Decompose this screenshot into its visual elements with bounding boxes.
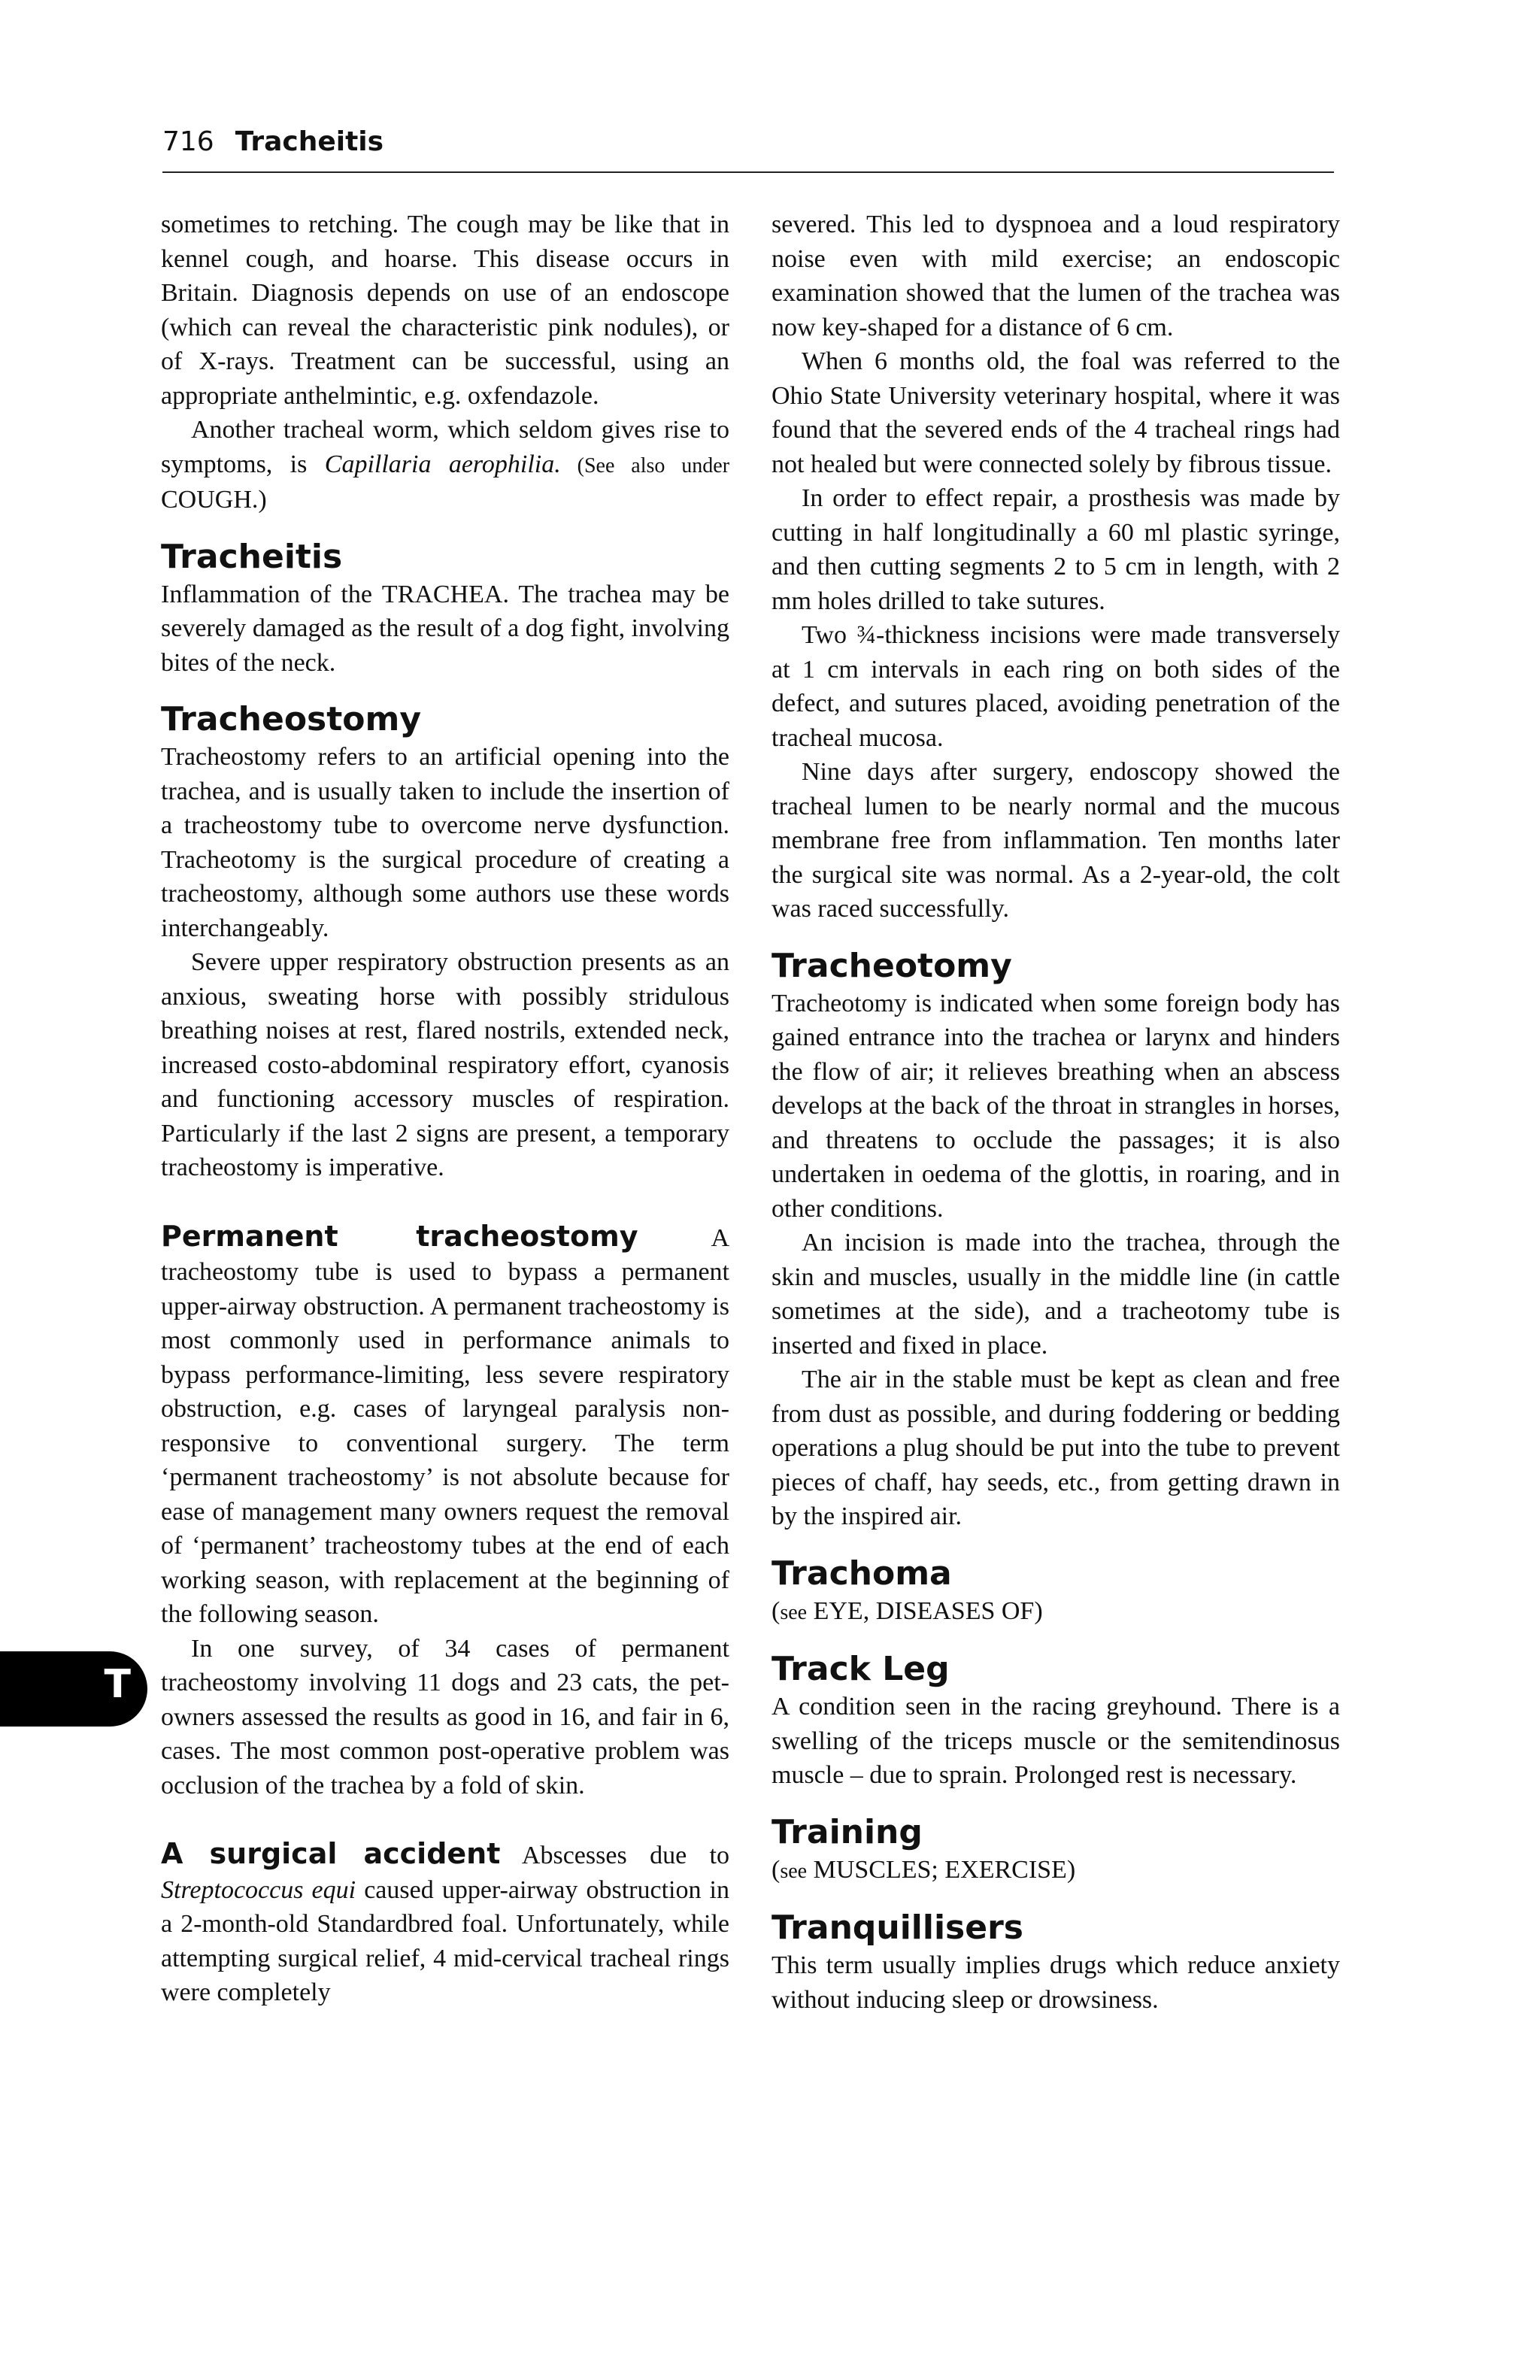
paragraph: Another tracheal worm, which seldom gives rise to symptoms, is Capillaria aerophilia. (See also under COUGH.) xyxy=(161,416,730,514)
cross-reference: MUSCLES xyxy=(813,1855,932,1884)
cross-reference: EYE xyxy=(813,1596,863,1625)
running-title: Tracheitis xyxy=(235,126,384,157)
cross-reference: COUGH xyxy=(161,486,252,514)
paragraph: (see EYE, DISEASES OF) xyxy=(772,1596,1043,1625)
paragraph: A condition seen in the racing greyhound. There is a swelling of the triceps muscle or the semitendinosus muscle – due to sprain. Prolonged rest is necessary. xyxy=(772,1693,1340,1789)
paragraph: This term usually implies drugs which reduce anxiety without inducing sleep or drowsiness. xyxy=(772,1951,1340,2014)
species-name: Capillaria aerophilia. xyxy=(324,450,561,478)
entry-heading: Tracheostomy xyxy=(161,700,422,738)
subheading: Permanent tracheostomy xyxy=(161,1219,638,1253)
paragraph: Nine days after surgery, endoscopy showed the tracheal lumen to be nearly normal and the mucous membrane free from inflammation. Ten months later the surgical site was normal. As a 2-year-old, the colt was raced successfully. xyxy=(772,758,1340,923)
thumb-index-tab xyxy=(0,1651,147,1727)
paragraph: Two ¾-thickness incisions were made transversely at 1 cm intervals in each ring on both sides of the defect, and sutures placed, avoiding penetration of the tracheal mucosa. xyxy=(772,621,1340,752)
entry-heading: Tracheitis xyxy=(161,537,343,576)
entry-heading: Training xyxy=(772,1812,923,1851)
right-column xyxy=(772,208,1340,2017)
paragraph: When 6 months old, the foal was referred to the Ohio State University veterinary hospital, where it was found that the severed ends of the 4 tracheal rings had not healed but were connected solely by fibrous tissue. xyxy=(772,347,1340,478)
paragraph: Inflammation of the TRACHEA. The trachea may be severely damaged as the result of a dog fight, involving bites of the neck. xyxy=(161,580,729,677)
paragraph: In order to effect repair, a prosthesis was made by cutting in half longitudinally a 60 ml plastic syringe, and then cutting segments 2 to 5 cm in length, with 2 mm holes drilled to take sutures. xyxy=(772,484,1340,615)
subheading: A surgical accident xyxy=(161,1837,501,1870)
entry-heading: Tranquillisers xyxy=(772,1909,1023,1947)
left-column xyxy=(161,208,729,2010)
paragraph: In one survey, of 34 cases of permanent tracheostomy involving 11 dogs and 23 cats, the pet-owners assessed the results as good in 16, and fair in 6, cases. The most common post-operative problem was occlusion of the trachea by a fold of skin. xyxy=(161,1634,729,1799)
species-name: Streptococcus equi xyxy=(161,1875,356,1904)
header-rule xyxy=(162,171,1334,173)
paragraph: Severe upper respiratory obstruction presents as an anxious, sweating horse with possibly stridulous breathing noises at rest, flared nostrils, extended neck, increased costo-abdominal respiratory effort, cyanosis and functioning accessory muscles of respiration. Particularly if the last 2 signs are present, a temporary tracheostomy is imperative. xyxy=(161,948,729,1181)
page-number: 716 xyxy=(162,126,214,157)
running-head xyxy=(162,126,383,157)
entry-heading: Tracheotomy xyxy=(772,946,1012,985)
entry-heading: Track Leg xyxy=(772,1650,950,1688)
paragraph: Permanent tracheostomy A tracheostomy tube is used to bypass a permanent upper-airway obstruction. A permanent tracheostomy is most commonly used in performance animals to bypass performance-limiting, less severe respiratory obstruction, e.g. cases of laryngeal paralysis non-responsive to conventional surgery. The term ‘permanent tracheostomy’ is not absolute because for ease of management many owners request the removal of ‘permanent’ tracheostomy tubes at the end of each working season, with replacement at the beginning of the following season. xyxy=(161,1219,729,1628)
paragraph: A surgical accident Abscesses due to Streptococcus equi caused upper-airway obstruction in a 2-month-old Standardbred foal. Unfortunately, while attempting surgical relief, 4 mid-cervical tracheal rings were completely xyxy=(161,1837,730,2006)
cross-reference: DISEASES OF xyxy=(875,1596,1035,1625)
paragraph: severed. This led to dyspnoea and a loud respiratory noise even with mild exercise; an endoscopic examination showed that the lumen of the trachea was now key-shaped for a distance of 6 cm. xyxy=(772,211,1340,341)
cross-reference: EXERCISE xyxy=(944,1855,1067,1884)
paragraph: Tracheotomy is indicated when some foreign body has gained entrance into the trachea or larynx and hinders the flow of air; it relieves breathing when an abscess develops at the back of the throat in strangles in horses, and threatens to occlude the passages; it is also undertaken in oedema of the glottis, in roaring, and in other conditions. xyxy=(772,989,1340,1223)
entry-heading: Trachoma xyxy=(772,1554,952,1593)
paragraph: (see MUSCLES; EXERCISE) xyxy=(772,1855,1076,1884)
paragraph: An incision is made into the trachea, through the skin and muscles, usually in the middle line (in cattle sometimes at the side), and a tracheotomy tube is inserted and fixed in place. xyxy=(772,1229,1340,1360)
cross-reference: TRACHEA xyxy=(381,580,503,608)
paragraph: The air in the stable must be kept as clean and free from dust as possible, and during foddering or bedding operations a plug should be put into the tube to prevent pieces of chaff, hay seeds, etc., from getting drawn in by the inspired air. xyxy=(772,1366,1340,1530)
paragraph: Tracheostomy refers to an artificial opening into the trachea, and is usually taken to include the insertion of a tracheostomy tube to overcome nerve dysfunction. Tracheotomy is the surgical procedure of creating a tracheostomy, although some authors use these words interchangeably. xyxy=(161,743,729,942)
thumb-tab-letter: T xyxy=(104,1662,131,1707)
paragraph: sometimes to retching. The cough may be like that in kennel cough, and hoarse. This disease occurs in Britain. Diagnosis depends on use of an endoscope (which can reveal the characteristic pink nodules), or of X-rays. Treatment can be successful, using an appropriate anthelmintic, e.g. oxfendazole. xyxy=(161,211,729,410)
